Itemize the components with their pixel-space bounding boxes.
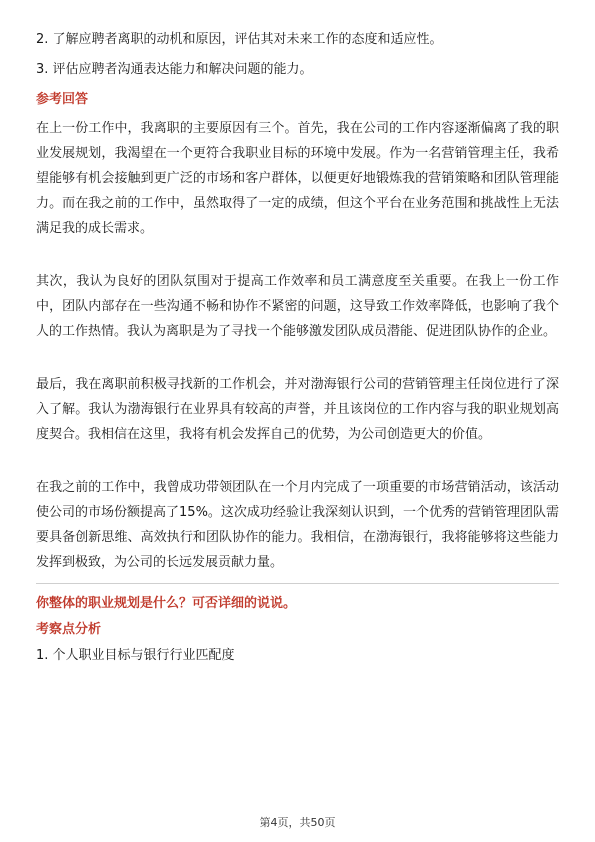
list-item: 3. 评估应聘者沟通表达能力和解决问题的能力。: [36, 62, 313, 77]
answer-paragraph-2: 其次，我认为良好的团队氛围对于提高工作效率和员工满意度至关重要。在我上一份工作中，团队内部存在一些沟通不畅和协作不紧密的问题，这导致工作效率降低，也影响了我个人的工作热情。我认为离职是为了寻找一个能够激发团队成员潜能、促进团队协作的企业。: [36, 274, 559, 339]
list-item: 2. 了解应聘者离职的动机和原因，评估其对未来工作的态度和适应性。: [36, 32, 443, 47]
question-heading: 你整体的职业规划是什么？可否详细的说说。: [36, 596, 297, 611]
answer-paragraph-4: 在我之前的工作中，我曾成功带领团队在一个月内完成了一项重要的市场营销活动，该活动使公司的市场份额提高了15%。这次成功经验让我深刻认识到，一个优秀的营销管理团队需要具备创新思维、高效执行和团队协作的能力。我相信，在渤海银行，我将能够将这些能力发挥到极致，为公司的长远发展贡献力量。: [36, 480, 559, 570]
analysis-heading: 考察点分析: [36, 622, 102, 637]
analysis-item: 1. 个人职业目标与银行行业匹配度: [36, 648, 235, 663]
answer-paragraph-3: 最后，我在离职前积极寻找新的工作机会，并对渤海银行公司的营销管理主任岗位进行了深入了解。我认为渤海银行在业界具有较高的声誉，并且该岗位的工作内容与我的职业规划高度契合。我相信在这里，我将有机会发挥自己的优势，为公司创造更大的价值。: [36, 377, 559, 442]
section-divider: [36, 583, 559, 584]
answer-heading: 参考回答: [36, 92, 89, 107]
answer-paragraph-1: 在上一份工作中，我离职的主要原因有三个。首先，我在公司的工作内容逐渐偏离了我的职业发展规划，我渴望在一个更符合我职业目标的环境中发展。作为一名营销管理主任，我希望能够有机会接触到更广泛的市场和客户群体，以便更好地锻炼我的营销策略和团队管理能力。而在我之前的工作中，虽然取得了一定的成绩，但这个平台在业务范围和挑战性上无法满足我的成长需求。: [36, 121, 559, 236]
document-page: [36, 30, 559, 666]
page-footer: 第4页，共50页: [259, 816, 336, 829]
